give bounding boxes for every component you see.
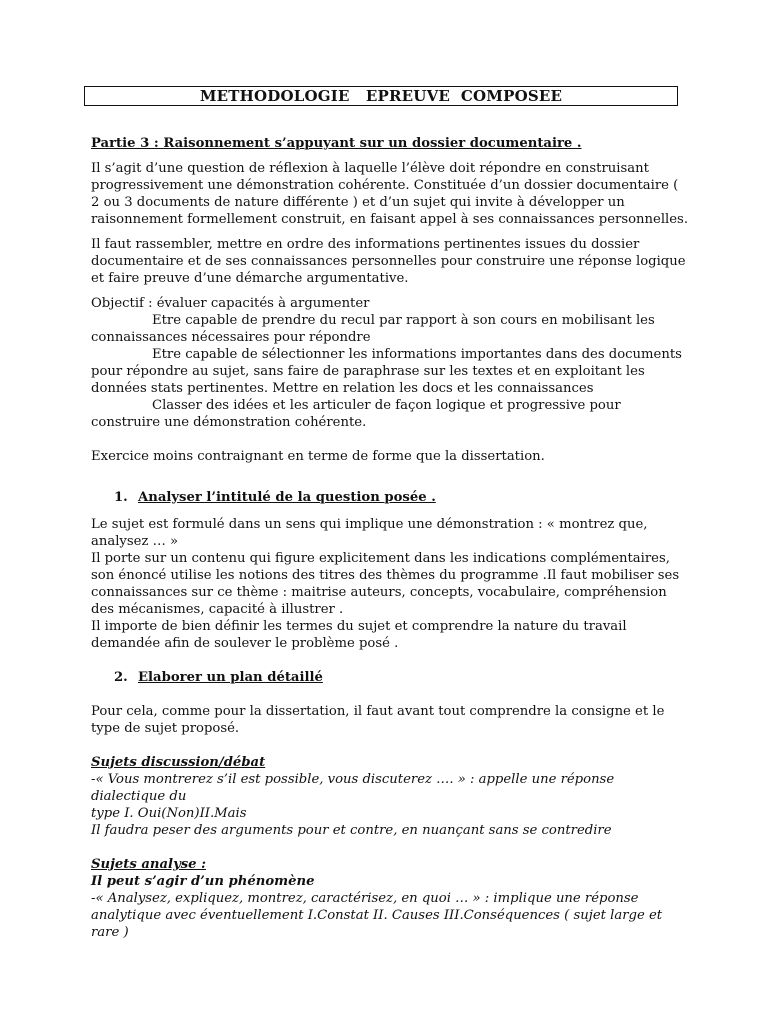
text-line: demandée afin de soulever le problème posé .: [91, 636, 399, 651]
text-line: connaissances sur ce thème : maitrise auteurs, concepts, vocabulaire, compréhension: [91, 585, 667, 600]
section-title: Elaborer un plan détaillé: [138, 670, 323, 685]
text-line: type I. Oui(Non)II.Mais: [91, 806, 247, 821]
text-line: des mécanismes, capacité à illustrer .: [91, 602, 344, 617]
discussion-block: [91, 754, 691, 839]
objectif-item: Classer des idées et les articuler de façon logique et progressive pour: [152, 398, 621, 413]
analyse-subheading: Il peut s’agir d’un phénomène: [91, 874, 315, 889]
text-line: -« Vous montrerez s’il est possible, vous discuterez …. » : appelle une réponse dialectique du: [91, 772, 615, 804]
text-line: Il porte sur un contenu qui figure explicitement dans les indications complémentaires,: [91, 551, 670, 566]
objectif-label: Objectif : évaluer capacités à argumenter: [91, 296, 370, 311]
text-line: données stats pertinentes. Mettre en relation les docs et les connaissances: [91, 381, 594, 396]
text-line: pour répondre au sujet, sans faire de paraphrase sur les textes et en exploitant les: [91, 364, 645, 379]
section-1-heading: [91, 489, 691, 506]
partie3-heading: Partie 3 : Raisonnement s’appuyant sur un dossier documentaire .: [91, 136, 582, 151]
intro-paragraph: [91, 160, 691, 228]
text-line: analysez … »: [91, 534, 179, 549]
section-2-heading: [91, 669, 691, 686]
text-line: 2 ou 3 documents de nature différente ) et d’un sujet qui invite à développer un: [91, 195, 625, 210]
section-1-body: [91, 516, 691, 652]
objectif-block: [91, 295, 691, 431]
text-line: connaissances nécessaires pour répondre: [91, 330, 371, 345]
objectif-item: Etre capable de prendre du recul par rapport à son cours en mobilisant les: [152, 313, 655, 328]
text-line: Il faut rassembler, mettre en ordre des informations pertinentes issues du dossier: [91, 237, 640, 252]
objectif-item: Etre capable de sélectionner les informations importantes dans des documents: [152, 347, 682, 362]
discussion-heading: Sujets discussion/débat: [91, 755, 266, 770]
analyse-heading: Sujets analyse :: [91, 857, 207, 872]
text-line: analytique avec éventuellement I.Constat II. Causes III.Conséquences ( sujet large et rare ): [91, 908, 663, 940]
section-number: 2.: [114, 670, 128, 685]
analyse-block: [91, 856, 691, 941]
text-line: type de sujet proposé.: [91, 721, 240, 736]
text-line: Le sujet est formulé dans un sens qui implique une démonstration : « montrez que,: [91, 517, 648, 532]
document-body: [91, 135, 691, 941]
text-line: raisonnement formellement construit, en faisant appel à ses connaissances personnelles.: [91, 212, 689, 227]
text-line: Il s’agit d’une question de réflexion à laquelle l’élève doit répondre en construisant: [91, 161, 649, 176]
section-2-intro: [91, 703, 691, 737]
text-line: son énoncé utilise les notions des titres des thèmes du programme .Il faut mobiliser ses: [91, 568, 680, 583]
section-number: 1.: [114, 490, 128, 505]
text-line: et faire preuve d’une démarche argumentative.: [91, 271, 409, 286]
page-title: METHODOLOGIE EPREUVE COMPOSEE: [84, 86, 678, 106]
text-line: Il faudra peser des arguments pour et contre, en nuançant sans se contredire: [91, 823, 612, 838]
section-title: Analyser l’intitulé de la question posée .: [138, 490, 436, 505]
text-line: Pour cela, comme pour la dissertation, il faut avant tout comprendre la consigne et le: [91, 704, 665, 719]
text-line: documentaire et de ses connaissances personnelles pour construire une réponse logique: [91, 254, 686, 269]
method-paragraph: [91, 236, 691, 287]
exercice-note: Exercice moins contraignant en terme de forme que la dissertation.: [91, 449, 545, 464]
text-line: Il importe de bien définir les termes du sujet et comprendre la nature du travail: [91, 619, 627, 634]
text-line: -« Analysez, expliquez, montrez, caractérisez, en quoi … » : implique une réponse: [91, 891, 639, 906]
text-line: progressivement une démonstration cohérente. Constituée d’un dossier documentaire (: [91, 178, 679, 193]
text-line: construire une démonstration cohérente.: [91, 415, 367, 430]
